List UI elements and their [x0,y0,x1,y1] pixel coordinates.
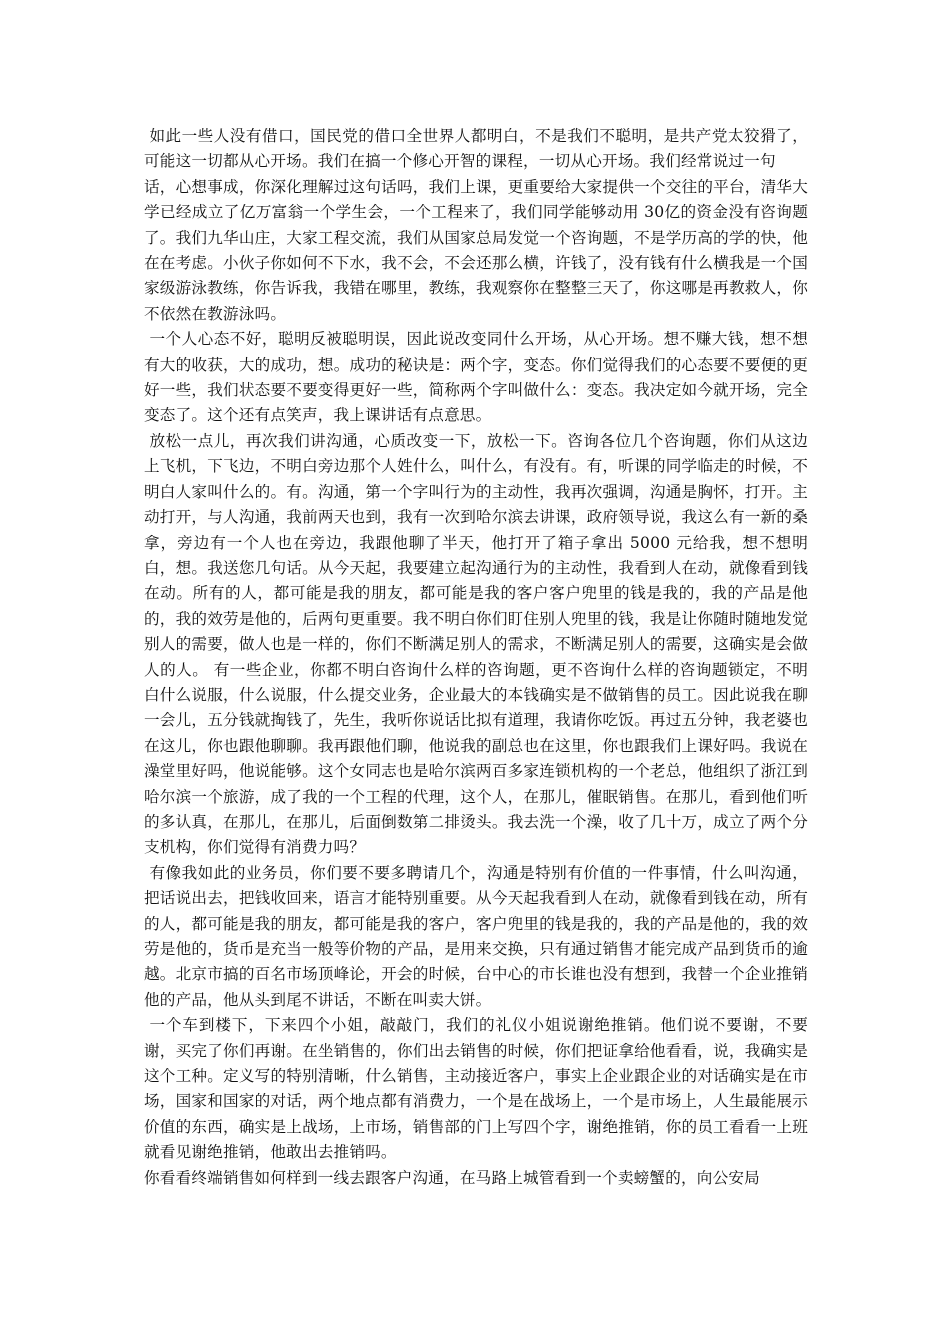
paragraph-2: 话，心想事成，你深化理解过这句话吗，我们上课，更重要给大家提供一个交往的平台，清华大学已经成立了亿万富翁一个学生会，一个工程来了，我们同学能够动用 30亿的资金没有咨询题了。我们九华山庄，大家工程交流，我们从国家总局发觉一个咨询题，不是学历高的学的快，他在在考虑。小伙子你如何不下水，我不会，不会还那么横，许钱了，没有钱有什么横我是一个国家级游泳教练，你告诉我，我错在哪里，教练，我观察你在整整三天了，你这哪是再教救人，你不依然在教游泳吗。 [144,177,808,323]
paragraph-5: 有像我如此的业务员，你们要不要多聘请几个，沟通是特别有价值的一件事情，什么叫沟通，把话说出去，把钱收回来，语言才能特别重要。从今天起我看到人在动，就像看到钱在动，所有的人，都可能是我的朋友，都可能是我的客户，客户兜里的钱是我的，我的产品是他的，我的效劳是他的，货币是充当一般等价物的产品，是用来交换，只有通过销售才能完成产品到货币的逾越。北京市搞的百名市场顶峰论，开会的时候，台中心的市长谁也没有想到，我替一个企业推销他的产品，他从头到尾不讲话，不断在叫卖大饼。 [144,863,808,1009]
paragraph-4: 放松一点儿，再次我们讲沟通，心质改变一下，放松一下。咨询各位几个咨询题，你们从这边上飞机，下飞边，不明白旁边那个人姓什么，叫什么，有没有。有，听课的同学临走的时候，不明白人家叫什么的。有。沟通，第一个字叫行为的主动性，我再次强调，沟通是胸怀，打开。主动打开，与人沟通，我前两天也到，我有一次到哈尔滨去讲课，政府领导说，我这么有一新的桑拿，旁边有一个人也在旁边，我跟他聊了半天，他打开了箱子拿出 5000 元给我，想不想明白，想。我送您几句话。从今天起，我要建立起沟通行为的主动性，我看到人在动，就像看到钱在动。所有的人，都可能是我的朋友，都可能是我的客户客户兜里的钱是我的，我的产品是他的，我的效劳是他的，后两句更重要。我不明白你们盯住别人兜里的钱，我是让你随时随地发觉别人的需要，做人也是一样的，你们不断满足别人的需求，不断满足别人的需要，这确实是会做人的人。 有一些企业，你都不明白咨询什么样的咨询题，更不咨询什么样的咨询题锁定，不明白什么说服，什么说服，什么提交业务，企业最大的本钱确实是不做销售的员工。因此说我在聊一会儿，五分钱就掏钱了，先生，我听你说话比拟有道理，我请你吃饭。再过五分钟，我老婆也在这儿，你也跟他聊聊。我再跟他们聊，他说我的副总也在这里，你也跟我们上课好吗。我说在澡堂里好吗，他说能够。这个女同志也是哈尔滨两百多家连锁机构的一个老总，他组织了浙江到哈尔滨一个旅游，成了我的一个工程的代理，这个人，在那儿，催眠销售。在那儿，看到他们听的多认真，在那儿，在那儿，后面倒数第二排烫头。我去洗一个澡，收了几十万，成立了两个分支机构，你们觉得有消费力吗？ [144,431,808,857]
paragraph-7: 你看看终端销售如何样到一线去跟客户沟通，在马路上城管看到一个卖螃蟹的，向公安局 [144,1168,760,1187]
paragraph-6: 一个车到楼下，下来四个小姐，敲敲门，我们的礼仪小姐说谢绝推销。他们说不要谢，不要谢，买完了你们再谢。在坐销售的，你们出去销售的时候，你们把证拿给他看看，说，我确实是这个工种。定义写的特别清晰，什么销售，主动接近客户，事实上企业跟企业的对话确实是在市场，国家和国家的对话，两个地点都有消费力，一个是在战场上，一个是市场上，人生最能展示价值的东西，确实是上战场，上市场，销售部的门上写四个字，谢绝推销，你的员工看看一上班就看见谢绝推销，他敢出去推销吗。 [144,1016,808,1162]
document-body [144,124,808,1191]
paragraph-3: 一个人心态不好，聪明反被聪明误，因此说改变同什么开场，从心开场。想不赚大钱，想不想有大的收获，大的成功，想。成功的秘诀是：两个字，变态。你们觉得我们的心态要不要便的更好一些，我们状态要不要变得更好一些，简称两个字叫做什么：变态。我决定如今就开场，完全变态了。这个还有点笑声，我上课讲话有点意思。 [144,330,808,425]
paragraph-1: 如此一些人没有借口，国民党的借口全世界人都明白，不是我们不聪明，是共产党太狡猾了，可能这一切都从心开场。我们在搞一个修心开智的课程，一切从心开场。我们经常说过一句 [144,127,808,171]
